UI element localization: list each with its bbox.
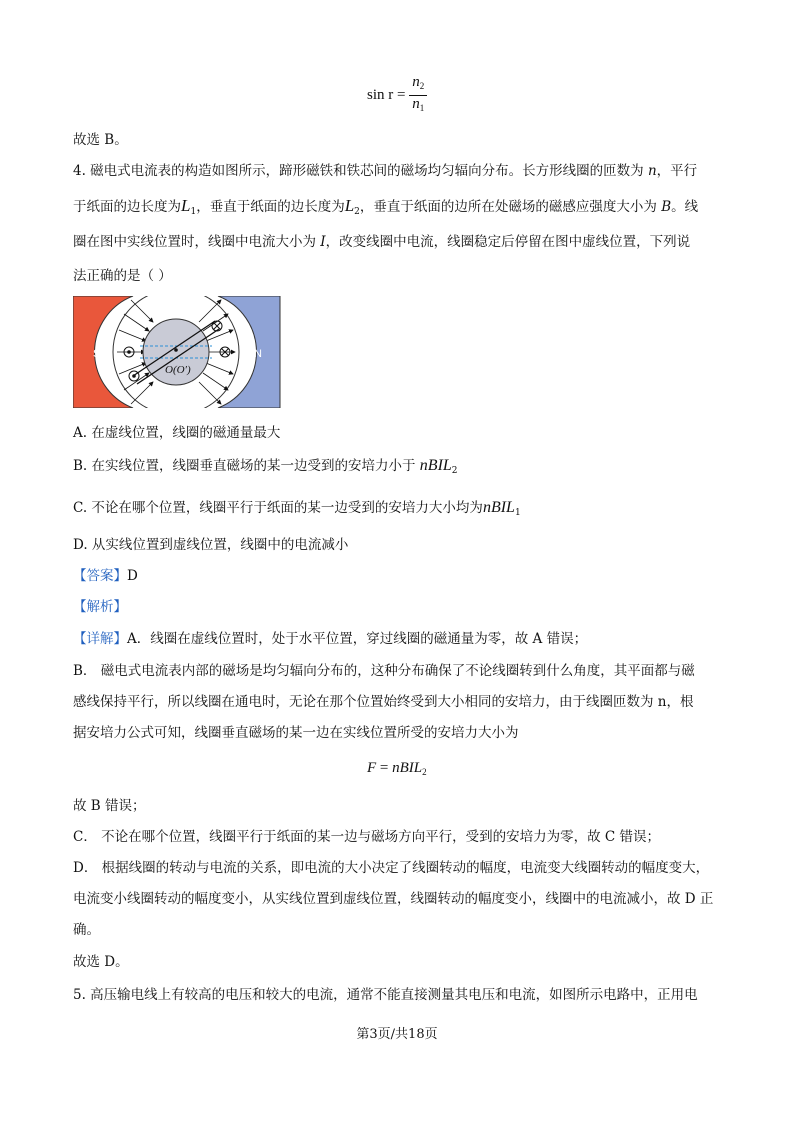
q4-line2: 于纸面的边长度为$L_1$，垂直于纸面的边长度为$L_2$，垂直于纸面的边所在处磁场的磁感应强度大小为 B。线 <box>73 196 699 217</box>
explanation-a: 【详解】A．线圈在虚线位置时，处于水平位置，穿过线圈的磁通量为零，故 A 错误； <box>73 631 588 647</box>
force-equation: F = nBIL$_2$ <box>367 760 427 777</box>
explanation-d-line1: D． 根据线圈的转动与电流的关系，即电流的大小决定了线圈转动的幅度，电流变大线圈转动的幅度变大， <box>73 860 710 876</box>
option-a: A. 在虚线位置，线圈的磁通量最大 <box>73 425 281 441</box>
explanation-b-line3: 据安培力公式可知，线圈垂直磁场的某一边在实线位置所受的安培力大小为 <box>73 725 519 741</box>
page-footer: 第3页/共18页 <box>356 1027 438 1042</box>
option-c: C. 不论在哪个位置，线圈平行于纸面的某一边受到的安培力大小均为nBIL$_1$ <box>73 499 521 518</box>
select-b-text: 故选 B。 <box>73 132 128 148</box>
question-5: 5. 高压输电线上有较高的电压和较大的电流，通常不能直接测量其电压和电流，如图所示电路中，正用电 <box>73 987 698 1003</box>
explanation-d-line2: 电流变小线圈转动的幅度变小，从实线位置到虚线位置，线圈转动的幅度变小，线圈中的电流减小，故 D 正 <box>73 891 714 907</box>
option-b: B. 在实线位置，线圈垂直磁场的某一边受到的安培力小于 nBIL$_2$ <box>73 457 458 476</box>
fraction: $\frac{n_2}{n_1}$ <box>409 74 427 117</box>
answer: 【答案】D <box>73 568 138 584</box>
galvanometer-figure <box>73 296 281 408</box>
analysis-label: 【解析】 <box>73 599 127 615</box>
label-center: O(O′) <box>165 364 191 376</box>
explanation-b-end: 故 B 错误； <box>73 798 146 814</box>
q4-line3: 圈在图中实线位置时，线圈中电流大小为 I，改变线圈中电流，线圈稳定后停留在图中虚线位置，下列说 <box>73 234 691 250</box>
equation-lhs: sin r = <box>367 87 406 103</box>
explanation-d-line3: 确。 <box>73 922 100 938</box>
axis-point <box>174 348 178 352</box>
option-d: D. 从实线位置到虚线位置，线圈中的电流减小 <box>73 537 349 553</box>
final-answer: 故选 D。 <box>73 954 129 970</box>
label-s: S <box>93 348 101 360</box>
explanation-b-line1: B． 磁电式电流表内部的磁场是均匀辐向分布的，这种分布确保了不论线圈转到什么角度，其平面都与磁 <box>73 663 695 679</box>
q4-line1: 4. 磁电式电流表的构造如图所示，蹄形磁铁和铁芯间的磁场均匀辐向分布。长方形线圈的匝数为 n，平行 <box>73 163 698 179</box>
explanation-b-line2: 感线保持平行，所以线圈在通电时，无论在那个位置始终受到大小相同的安培力，由于线圈匝数为 n，根 <box>73 694 694 710</box>
q4-line4: 法正确的是（ ） <box>73 268 172 284</box>
label-n: N <box>254 348 262 360</box>
explanation-c: C． 不论在哪个位置，线圈平行于纸面的某一边与磁场方向平行，受到的安培力为零，故 C 错误； <box>73 829 661 845</box>
top-equation <box>367 74 427 117</box>
